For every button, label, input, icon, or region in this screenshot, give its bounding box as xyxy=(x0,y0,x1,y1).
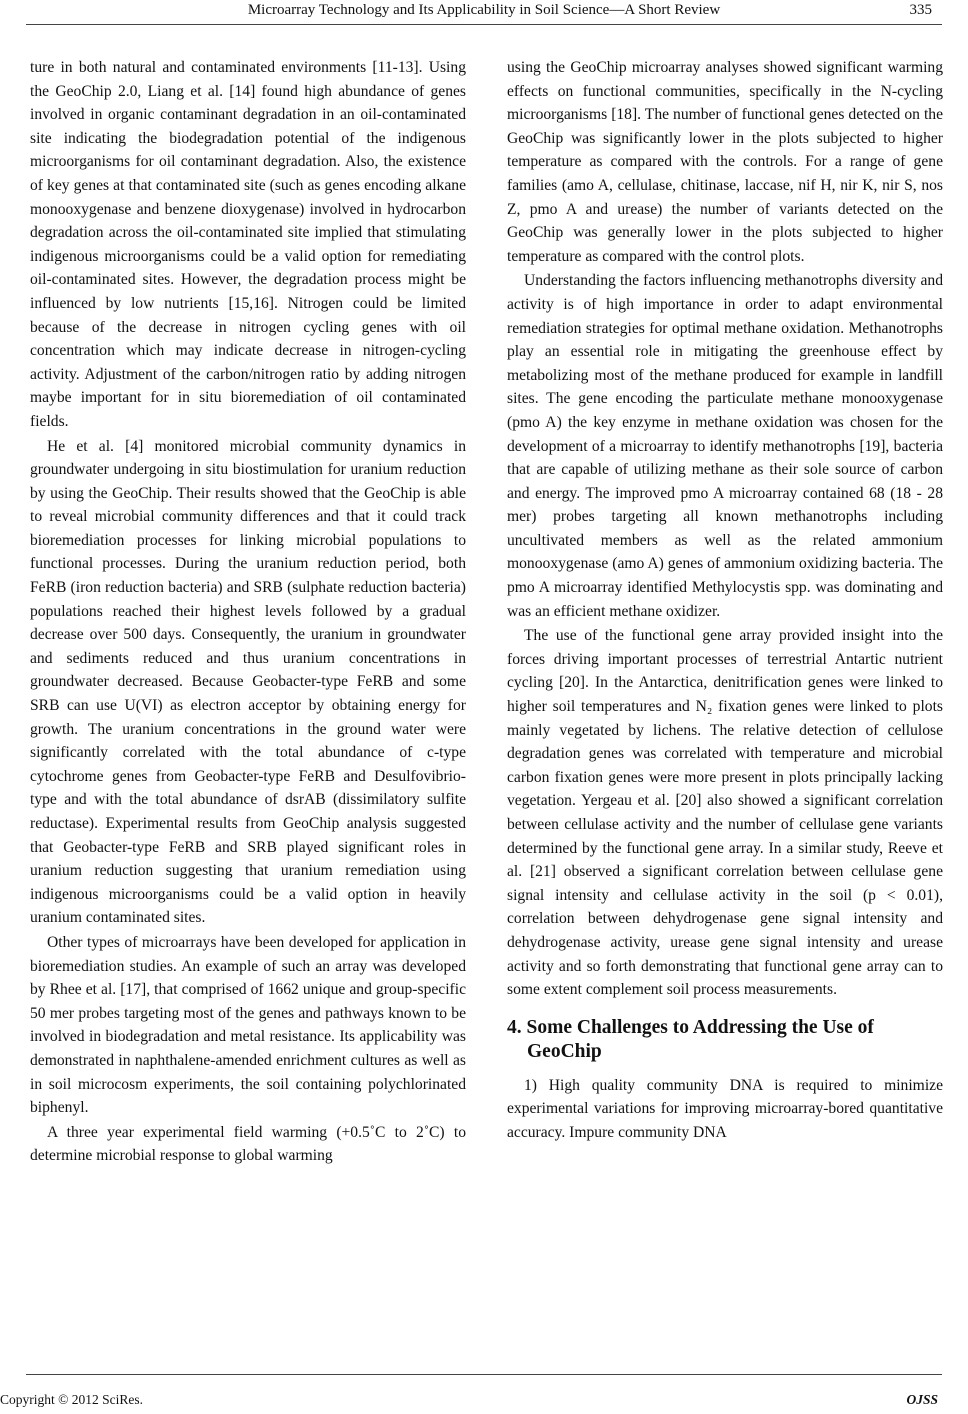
journal-abbreviation: OJSS xyxy=(906,1392,938,1407)
paragraph: 1) High quality community DNA is required to minimize experimental variations for improving microarray-bored quantitative accuracy. Impure community DNA xyxy=(507,1076,943,1141)
page-footer xyxy=(0,1374,968,1406)
left-column xyxy=(30,56,466,1168)
page-header xyxy=(0,0,968,36)
paragraph: using the GeoChip microarray analyses showed significant warming effects on functional communities, specifically in the N-cycling microorganisms [18]. The number of functional genes detected on the GeoChip was significantly lower in the plots subjected to higher temperature as compared with the controls. For a range of gene families (amo A, cellulase, chitinase, laccase, nif H, nir K, nir S, nos Z, pmo A and urease) the number of variants detected on the GeoChip was generally lower in the plots subjected to higher temperature as compared with the control plots. xyxy=(507,59,943,265)
header-divider xyxy=(26,24,942,25)
paragraph: ture in both natural and contaminated environments [11-13]. Using the GeoChip 2.0, Liang et al. [14] found high abundance of genes involved in organic contaminant degradation in an oil-contaminated site indicating the biodegradation potential of the indigenous microorganisms for oil contaminant degradation. Also, the existence of key genes at that contaminated site (such as genes encoding alkane monooxygenase and benzene dioxygenase) involved in hydrocarbon degradation across the oil-contaminated site implied that stimulating indigenous microorganisms could be a valid option for remediating oil-contaminated sites. However, the degradation process might be influenced by low nutrients [15,16]. Nitrogen could be limited because of the decrease in nitrogen cycling genes with oil concentration which may indicate decrease in nitrogen-cycling activity. Adjustment of the carbon/nitrogen ratio by adding nitrogen maybe important for in situ bioremediation of oil contaminated fields. xyxy=(30,59,466,430)
paragraph: Other types of microarrays have been developed for application in bioremediation studies. An example of such an array was developed by Rhee et al. [17], that comprised of 1662 unique and group-specific 50 mer probes targeting most of the genes and pathways known to be involved in biodegradation and metal resistance. Its applicability was demonstrated in naphthalene-amended enrichment cultures as well as in soil microcosm experiments, the soil containing polychlorinated biphenyl. xyxy=(30,933,466,1117)
paragraph: A three year experimental field warming (+0.5˚C to 2˚C) to determine microbial response to global warming xyxy=(30,1123,466,1165)
paragraph: Understanding the factors influencing methanotrophs diversity and activity is of high importance in order to adapt environmental remediation strategies for optimal methane oxidation. Methanotrophs play an essential role in mitigating the greenhouse effect by metabolizing most of the methane produced for example in landfill sites. The gene encoding the particulate methane monooxygenase (pmo A) the key enzyme in methane oxidation was chosen for the development of a microarray to identify methanotrophs [19], bacteria that are capable of utilizing methane as their sole source of carbon and energy. The improved pmo A microarray contained 68 (18 - 28 mer) probes targeting all known methanotrophs including uncultivated members as well as the related ammonium monooxygenase (amo A) genes of ammonium oxidizing bacteria. The pmo A microarray identified Methylocystis spp. was dominating and was an efficient methane oxidizer. xyxy=(507,272,943,620)
paragraph: The use of the functional gene array provided insight into the forces driving important processes of terrestrial Antartic nutrient cycling [20]. In the Antarctica, denitrification genes were linked to higher soil temperatures and N₂ fixation genes were linked to plots mainly vegetated by lichens. The relative detection of cellulose degradation genes was correlated with temperature and microbial carbon fixation genes were more present in plots principally lacking vegetation. Yergeau et al. [20] also showed a significant correlation between cellulase activity and the number of cellulase gene variants determined by the functional gene array. In a similar study, Reeve et al. [21] observed a significant correlation between cellulase gene signal intensity and cellulase activity in the soil (p < 0.01), correlation between dehydrogenase gene signal intensity and dehydrogenase activity, urease gene signal intensity and urease activity and so forth demonstrating that functional gene array can to some extent complement soil process measurements. xyxy=(507,627,943,999)
right-column xyxy=(507,56,943,1145)
page-number: 335 xyxy=(909,2,932,18)
copyright-notice: Copyright © 2012 SciRes. xyxy=(0,1392,144,1407)
running-title: Microarray Technology and Its Applicability in Soil Science—A Short Review xyxy=(247,2,721,18)
paragraph: He et al. [4] monitored microbial community dynamics in groundwater undergoing in situ biostimulation for uranium reduction by using the GeoChip. Their results showed that the GeoChip is able to reveal microbial community differences and that it could track bioremediation processes for linking microbial populations to functional processes. During the uranium reduction period, both FeRB (iron reduction bacteria) and SRB (sulphate reduction bacteria) populations reached their highest levels followed by a gradual decrease over 500 days. Consequently, the uranium in groundwater and sediments reduced and thus uranium concentrations in groundwater decreased. Because Geobacter-type FeRB and some SRB can use U(VI) as electron acceptor by obtaining energy for growth. The uranium concentrations in the ground water were significantly correlated with the total abundance of c-type cytochrome genes from Geobacter-type FeRB and Desulfovibrio-type and with the total abundance of dsrAB (dissimilatory sulfite reductase). Experimental results from GeoChip analysis suggested that Geobacter-type FeRB and SRB played significant roles in uranium reduction suggesting that uranium remediation using indigenous microorganisms could be a valid option in heavily uranium contaminated sites. xyxy=(30,437,466,927)
footer-divider xyxy=(26,1374,942,1375)
section-heading: 4. Some Challenges to Addressing the Use of GeoChip xyxy=(507,1016,874,1062)
